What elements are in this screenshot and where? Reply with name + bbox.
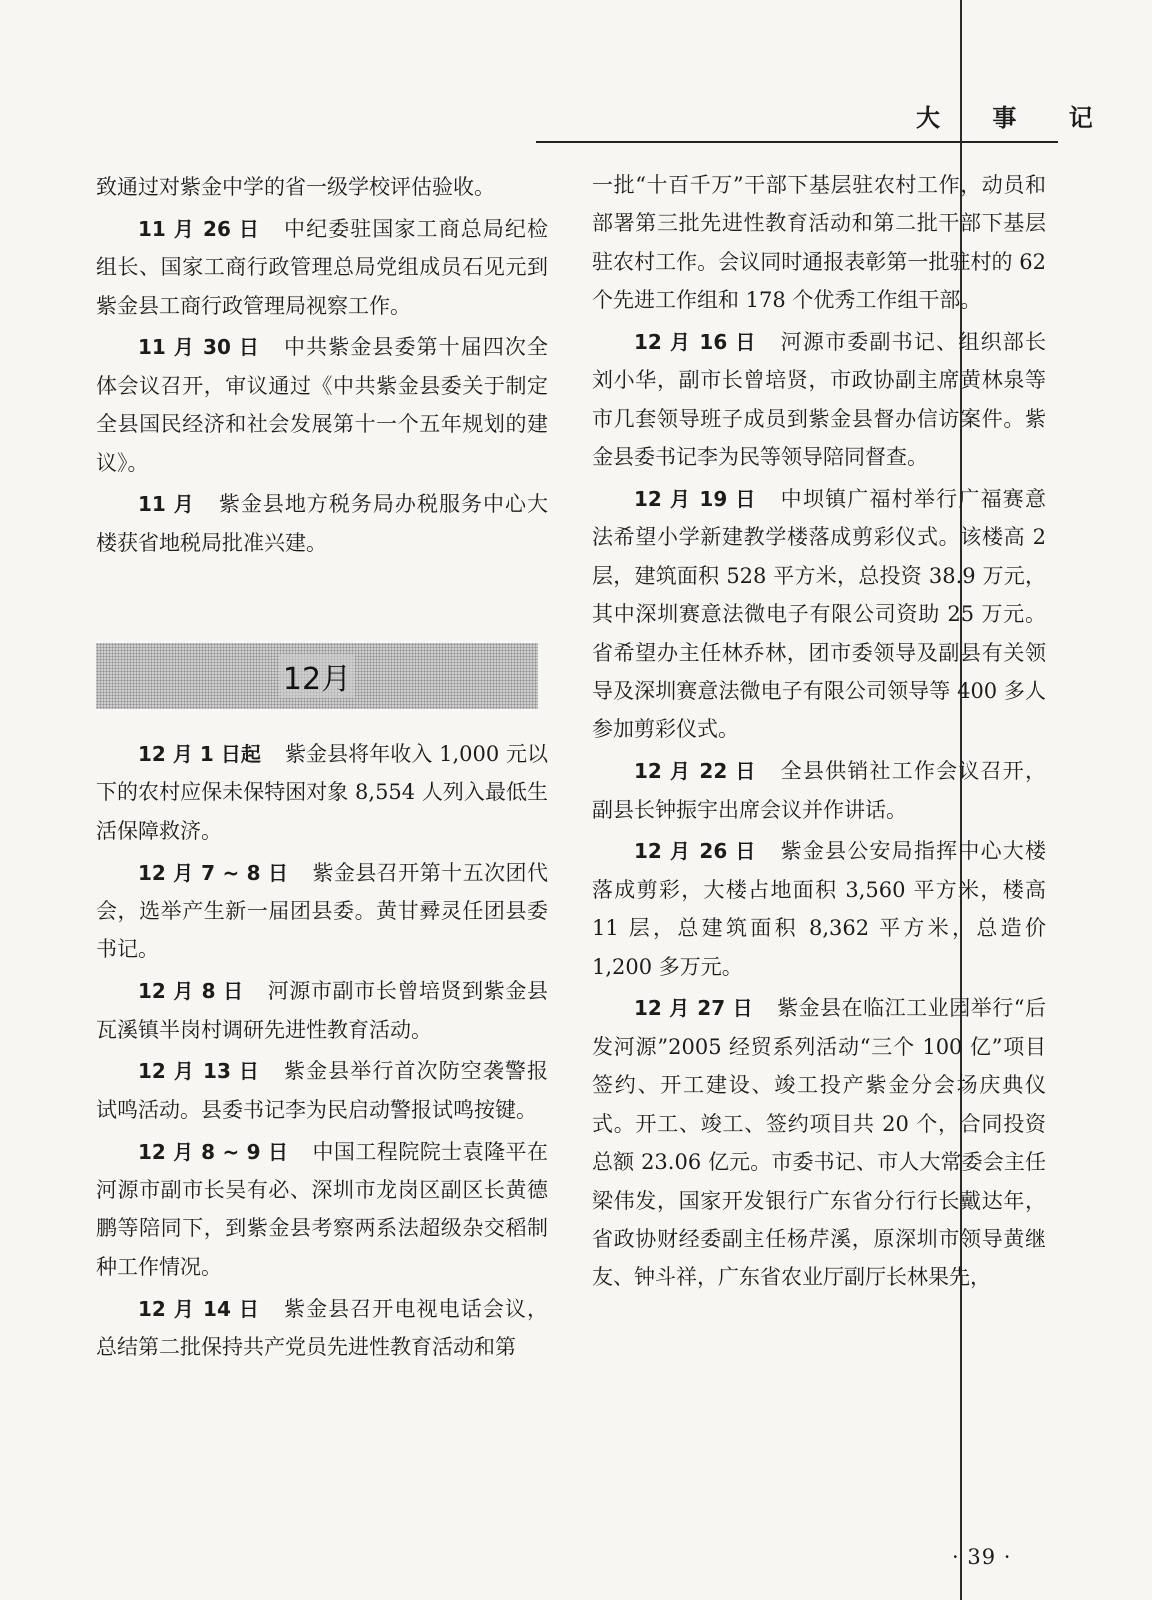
entry-text: 紫金县地方税务局办税服务中心大楼获省地税局批准兴建。 [96,492,549,555]
page-number: · 39 · [952,1545,1012,1569]
entry-paragraph [96,1133,548,1287]
entry-text: 中共紫金县委第十届四次全体会议召开，审议通过《中共紫金县委关于制定全县国民经济和社会发展第十一个五年规划的建议》。 [96,335,549,475]
entry-text: 中坝镇广福村举行广福赛意法希望小学新建教学楼落成剪彩仪式。该楼高 2 层，建筑面积 528 平方米，总投资 38.9 万元，其中深圳赛意法微电子有限公司资助 25 万元。省希望办主任林乔林，团市委领导及副县有关领导及深圳赛意法微电子有限公司领导等 400 多人参加剪彩仪式。 [592,487,1047,742]
entry-text: 中国工程院院士袁隆平在河源市副市长吴有必、深圳市龙岗区副区长黄德鹏等陪同下，到紫金县考察两系法超级杂交稻制种工作情况。 [96,1139,548,1279]
entry-paragraph [592,989,1046,1296]
left-column [96,168,548,562]
entry-paragraph [96,485,548,562]
entry-text: 紫金县召开第十五次团代会，选举产生新一届团县委。黄甘彛灵任团县委书记。 [96,860,548,962]
entry-text: 紫金县召开电视电话会议，总结第二批保持共产党员先进性教育活动和第 [96,1296,549,1360]
entry-date: 12 月 1 日起 [138,742,261,766]
entry-paragraph [592,323,1046,477]
entry-date: 12 月 14 日 [138,1296,261,1321]
entry-date: 12 月 22 日 [634,759,757,784]
entry-date: 12 月 19 日 [634,487,757,512]
entry-text: 河源市委副书记、组织部长刘小华，副市长曾培贤，市政协副主席黄林泉等市几套领导班子成员到紫金县督办信访案件。紫金县委书记李为民等领导陪同督查。 [592,330,1047,470]
section-title: 大 事 记 [916,104,1115,132]
entry-date: 12 月 27 日 [634,996,754,1021]
entry-paragraph [96,1052,548,1129]
entry-paragraph [96,1290,548,1367]
entry-paragraph [592,832,1046,986]
entry-text: 紫金县在临江工业园举行“后发河源”2005 经贸系列活动“三个 100 亿”项目签约、开工建设、竣工投产紫金分会场庆典仪式。开工、竣工、签约项目共 20 个，合同投资总额 23.06 亿元。市委书记、市人大常委会主任梁伟发，国家开发银行广东省分行行长戴达年，省政协财经委副主任杨芹溪，原深圳市领导黄继友、钟斗祥，广东省农业厅副厅长林果先， [592,996,1046,1290]
entry-text: 紫金县举行首次防空袭警报试鸣活动。县委书记李为民启动警报试鸣按键。 [96,1059,549,1122]
entry-paragraph [96,328,548,482]
header-rule [536,141,1058,143]
entry-date: 12 月 7 ~ 8 日 [138,860,289,885]
left-column-december [96,735,548,1366]
entry-date: 12 月 13 日 [138,1059,261,1084]
entry-paragraph [592,752,1046,829]
entry-date: 11 月 30 日 [138,335,261,360]
entry-paragraph [592,480,1046,749]
right-column [592,166,1046,1297]
entry-date: 12 月 8 ~ 9 日 [138,1139,289,1164]
entry-paragraph [96,972,548,1049]
entry-text: 全县供销社工作会议召开，副县长钟振宇出席会议并作讲话。 [592,759,1047,822]
entry-paragraph [96,735,548,850]
month-heading: 12月 [279,654,355,698]
entry-text: 河源市副市长曾培贤到紫金县瓦溪镇半岗村调研先进性教育活动。 [96,979,548,1042]
month-heading-band [96,643,538,709]
entry-paragraph [96,854,548,969]
entry-date: 12 月 26 日 [634,839,757,864]
entry-date: 11 月 26 日 [138,216,261,241]
entry-text: 紫金县公安局指挥中心大楼落成剪彩，大楼占地面积 3,560 平方米，楼高 11 层，总建筑面积 8,362 平方米，总造价 1,200 多万元。 [592,839,1047,979]
entry-paragraph [96,210,548,325]
entry-date: 11 月 [138,492,195,517]
entry-date: 12 月 8 日 [138,979,244,1004]
continuation-text: 致通过对紫金中学的省一级学校评估验收。 [96,175,495,199]
entry-text: 紫金县将年收入 1,000 元以下的农村应保未保特困对象 8,554 人列入最低生活保障救济。 [96,742,549,843]
entry-date: 12 月 16 日 [634,330,757,355]
continuation-text: 一批“十百千万”干部下基层驻农村工作，动员和部署第三批先进性教育活动和第二批干部下基层驻农村工作。会议同时通报表彰第一批驻村的 62 个先进工作组和 178 个优秀工作组干部。 [592,173,1046,313]
entry-text: 中纪委驻国家工商总局纪检组长、国家工商行政管理总局党组成员石见元到紫金县工商行政管理局视察工作。 [96,216,549,318]
